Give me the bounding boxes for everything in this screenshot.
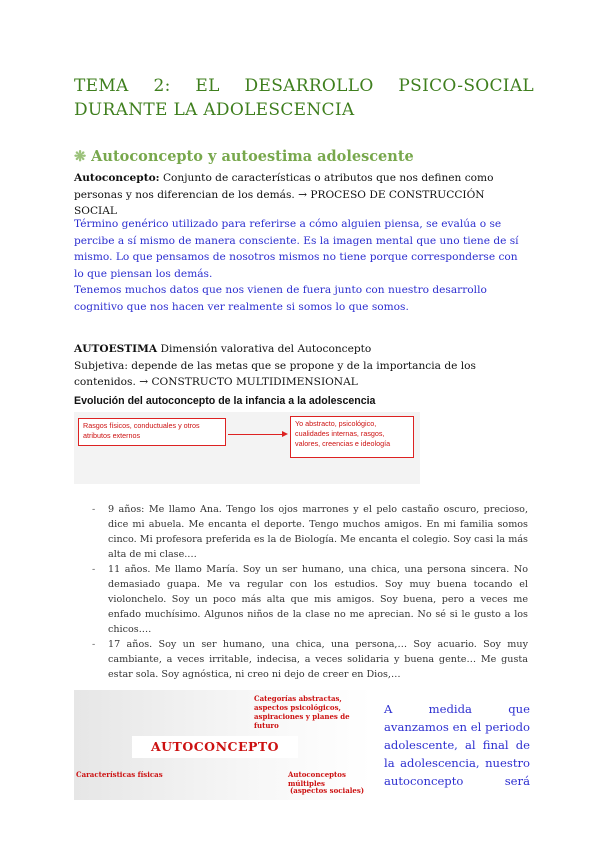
autoestima-block xyxy=(74,341,528,391)
bullet-dash: - xyxy=(92,504,96,515)
list-item xyxy=(92,562,528,637)
list-item xyxy=(92,502,528,562)
evolution-heading: Evolución del autoconcepto de la infancia a la adolescencia xyxy=(74,395,376,407)
side-paragraph: A medida que avanzamos en el periodo adolescente, al final de la adolescencia, nuestro autoconcepto será xyxy=(384,702,530,788)
age-examples-list xyxy=(92,502,528,682)
list-item-text: 9 años: Me llamo Ana. Tengo los ojos marrones y el pelo castaño oscuro, precioso, dice mi abuela. Me encanta el deporte. Tengo muchos amigos. En mi familia somos cinco. Mi profesora preferida es la de Biología. Me encanta el colegio. Soy casi la más alta de mi clase.… xyxy=(108,504,528,560)
diagram-right-label: Autoconceptos múltiples xyxy=(288,770,346,788)
asterisk-icon: ❋ xyxy=(74,148,87,165)
autoestima-line1: Dimensión valorativa del Autoconcepto xyxy=(157,343,372,355)
box-abstract-self: Yo abstracto, psicológico, cualidades internas, rasgos, valores, creencias e ideología xyxy=(290,416,414,458)
list-item-text: 11 años. Me llamo María. Soy un ser humano, una chica, una persona sincera. No demasiado guapa. Me va regular con los estudios. Soy muy buena tocando el violonchelo. Soy un poco más alta que mis amigos. Soy buena, pero a veces me enfado muchísimo. Algunos niños de la clase no me aprecian. No sé si le gusto a los chicos.… xyxy=(108,564,528,635)
bullet-dash: - xyxy=(92,639,96,650)
diagram-left-label: Características físicas xyxy=(76,770,163,779)
autoconcepto-definition xyxy=(74,170,528,220)
arrow-line xyxy=(228,434,284,435)
section-heading xyxy=(74,148,414,165)
autoestima-line2: Subjetiva: depende de las metas que se propone y de la importancia de los contenidos. → CONSTRUCTO MULTIDIMENSIONAL xyxy=(74,359,476,388)
diagram-center-label: AUTOCONCEPTO xyxy=(132,736,298,758)
blue-paragraph-1: Término genérico utilizado para referirse a cómo alguien piensa, se evalúa o se percibe a sí mismo de manera consciente. Es la imagen mental que uno tiene de sí mismo. Lo que pensamos de nosotros mismos no tiene porque corresponderse con lo que piensan los demás. xyxy=(74,218,519,280)
section-heading-text: Autoconcepto y autoestima adolescente xyxy=(91,148,414,165)
list-item-text: 17 años. Soy un ser humano, una chica, una persona,… Soy acuario. Soy muy cambiante, a veces irritable, indecisa, a veces solidaria y buena gente… Me gusta estar sola. Soy agnóstica, ni creo ni dejo de creer en Dios,… xyxy=(108,639,528,680)
page-title: TEMA 2: EL DESARROLLO PSICO-SOCIAL DURANTE LA ADOLESCENCIA xyxy=(74,76,534,120)
diagram-top-label: Categorías abstractas, aspectos psicológicos, aspiraciones y planes de futuro xyxy=(254,694,350,730)
autoconcepto-text: Conjunto de características o atributos que nos definen como personas y nos diferencian de los demás. → PROCESO DE CONSTRUCCIÓN SOCIAL xyxy=(74,172,494,217)
arrow-right-icon xyxy=(282,431,288,437)
bullet-dash: - xyxy=(92,564,96,575)
autoestima-term: AUTOESTIMA xyxy=(74,343,158,355)
blue-paragraph-2: Tenemos muchos datos que nos vienen de fuera junto con nuestro desarrollo cognitivo que nos hacen ver realmente si somos lo que somos. xyxy=(74,284,487,313)
diagram-right-sublabel: (aspectos sociales) xyxy=(290,786,365,795)
list-item xyxy=(92,637,528,682)
autoconcepto-diagram xyxy=(74,690,372,800)
box-external-traits: Rasgos físicos, conductuales y otros atributos externos xyxy=(78,418,226,446)
autoconcepto-term: Autoconcepto: xyxy=(74,172,160,184)
evolution-diagram xyxy=(74,412,420,484)
